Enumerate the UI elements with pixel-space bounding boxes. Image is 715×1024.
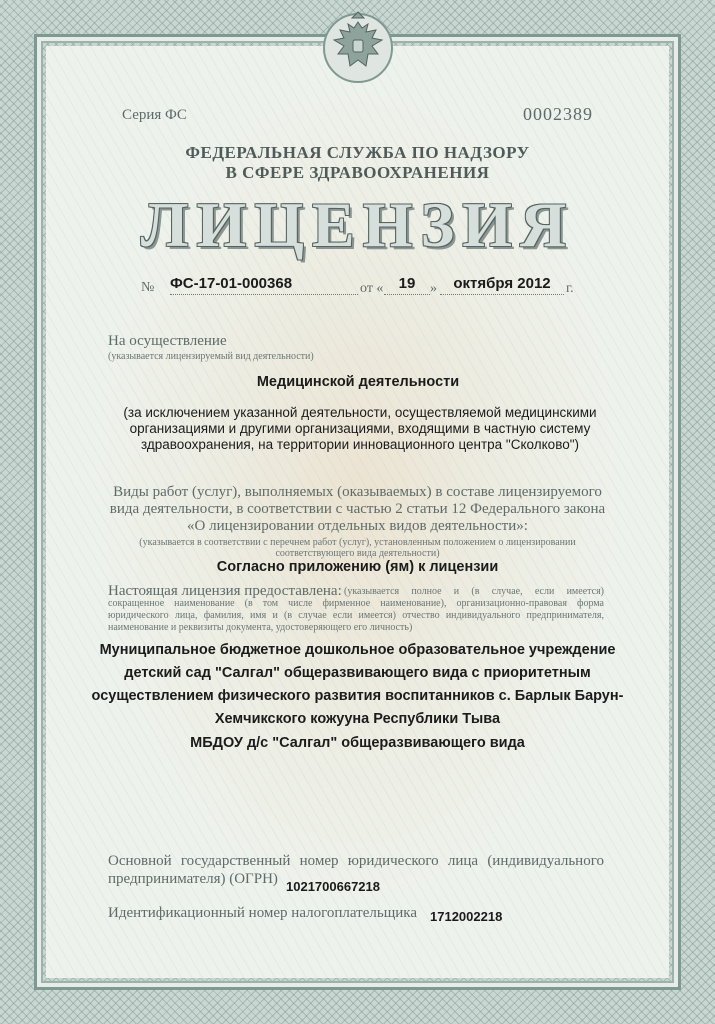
ogrn-label: Основной государственный номер юридического лица (индивидуального предпринимателя) (ОГРН) [108,853,604,887]
agency-name-line1: ФЕДЕРАЛЬНАЯ СЛУЖБА ПО НАДЗОРУ [185,143,530,162]
agency-name-line2: В СФЕРЕ ЗДРАВООХРАНЕНИЯ [225,163,490,182]
activity-type: Медицинской деятельности [256,374,460,390]
works-value: Согласно приложению (ям) к лицензии [216,559,499,575]
license-number: ФС-17-01-000368 [170,275,358,295]
inn-label: Идентификационный номер налогоплательщика [108,905,418,921]
series-number: 0002389 [523,104,593,124]
double-headed-eagle-emblem-icon [322,8,394,84]
works-label: Виды работ (услуг), выполняемых (оказываемых) в составе лицензируемого вида деятельности, в соответствии с частью 2 статьи 12 Федерального закона «О лицензировании отдельных видов деятельности»: [109,484,606,534]
number-sign: № [141,280,155,295]
grantee-name-line: Муниципальное бюджетное дошкольное образовательное учреждение [99,642,616,658]
works-hint: (указывается в соответствии с перечнем работ (услуг), установленным положением о лицензировании соответствующего вида деятельности) [139,537,576,559]
grantee-name-line: осуществлением физического развития воспитанников с. Барлык Барун- [91,688,624,704]
ogrn-value: 1021700667218 [286,879,380,894]
year-suffix: г. [566,281,574,296]
activity-hint: (указывается лицензируемый вид деятельности) [108,351,314,362]
activity-label: На осуществление [108,333,227,349]
license-month-year: октября 2012 [440,275,564,295]
day-close-quote: » [430,281,437,296]
grantee-label: Настоящая лицензия предоставлена: [108,583,342,599]
grantee-name-line: Хемчикского кожууна Республики Тыва [214,711,501,727]
grantee-name-line: детский сад "Салгал" общеразвивающего вида с приоритетным [124,665,591,681]
grantee-short-name: МБДОУ д/с "Салгал" общеразвивающего вида [190,735,525,751]
grantee-hint: (указывается полное и (в случае, если имеется) сокращенное наименование (в том числе фирменное наименование), организационно-правовая форма юридического лица, фамилия, имя и (в случае если имеется) отчество индивидуального предпринимателя, наименование и реквизиты документа, удостоверяющего его личность) [108,586,604,633]
activity-exclusion: (за исключением указанной деятельности, осуществляемой медицинскими организациями и другими организациями, входящими в частную систему здравоохранения, на территории инновационного центра "Сколково") [123,405,597,452]
document-title: ЛИЦЕНЗИЯ [140,189,575,260]
license-day: 19 [384,275,430,295]
date-from-label: от « [360,281,384,296]
inn-value: 1712002218 [430,909,503,924]
series-label: Серия ФС [122,107,187,123]
